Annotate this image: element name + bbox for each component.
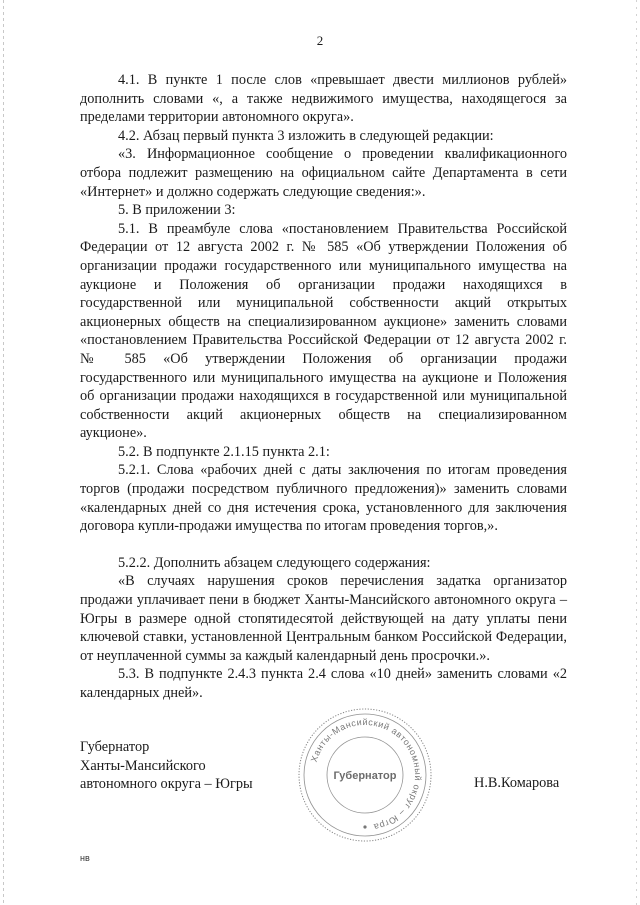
- scan-edge-right: [636, 0, 637, 905]
- paragraph-5-1: 5.1. В преамбуле слова «постановлением Правительства Российской Федерации от 12 августа 2002 г. № 585 «Об утверждении Положения об организации продажи государственного или муниципального имущества на аукционе и Положения об организации продажи находящихся в государственной или муниципальной собственности акций открытых акционерных обществ на специализированном аукционе» заменить словами «постановлением Правительства Российской Федерации от 12 августа 2002 г. № 585 «Об утверждении Положения об организации продажи государственного или муниципального имущества на аукционе и Положения об организации продажи находящихся в государственной или муниципальной собственности акций акционерных обществ на специализированном аукционе».: [80, 220, 567, 442]
- signature-title-line: Губернатор: [80, 739, 150, 755]
- paragraph-5-2-2: 5.2.2. Дополнить абзацем следующего содержания:: [118, 554, 431, 571]
- seal-center-text: Губернатор: [333, 770, 397, 782]
- footer-code: нв: [80, 853, 90, 863]
- scan-edge-left: [3, 0, 4, 905]
- page-number: 2: [316, 33, 324, 48]
- paragraph-4-1: 4.1. В пункте 1 после слов «превышает двести миллионов рублей» дополнить словами «, а также недвижимого имущества, находящегося за пределами территории автономного округа».: [80, 72, 567, 126]
- paragraph-4-2: 4.2. Абзац первый пункта 3 изложить в следующей редакции:: [118, 127, 494, 144]
- paragraph-5-2-1: 5.2.1. Слова «рабочих дней с даты заключения по итогам проведения торгов (продажи посредством публичного предложения)» заменить словами «календарных дней со дня истечения срока, установленного для заключения договора купли-продажи имущества по итогам проведения торгов,».: [80, 462, 567, 535]
- official-seal: [295, 705, 435, 845]
- signature-title-line: Ханты-Мансийского: [80, 757, 206, 774]
- signature-title-line: автономного округа – Югры: [80, 776, 253, 793]
- signature-block: [80, 738, 253, 794]
- paragraph-5-3: 5.3. В подпункте 2.4.3 пункта 2.4 слова «10 дней» заменить словами «2 календарных дней».: [80, 666, 567, 701]
- paragraph-quote-penalty: «В случаях нарушения сроков перечисления задатка организатор продажи уплачивает пени в бюджет Ханты-Мансийского автономного округа – Югры в размере одной стопятидесятой действующей на дату уплаты пени ключевой ставки, установленной Центральным банком Российской Федерации, от неуплаченной суммы за каждый календарный день просрочки.».: [80, 573, 567, 664]
- seal-dot: [363, 825, 366, 828]
- paragraph-5-2: 5.2. В подпункте 2.1.15 пункта 2.1:: [118, 443, 330, 460]
- signer-name: Н.В.Комарова: [474, 775, 560, 791]
- paragraph-5: 5. В приложении 3:: [118, 202, 236, 219]
- document-body: [80, 71, 567, 703]
- seal-ring-text: Ханты-Мансийский автономный округ – Югра: [308, 716, 424, 833]
- paragraph-quote-3: «3. Информационное сообщение о проведении квалификационного отбора подлежит размещению на официальном сайте Департамента в сети «Интернет» и должно содержать следующие сведения:».: [80, 146, 567, 200]
